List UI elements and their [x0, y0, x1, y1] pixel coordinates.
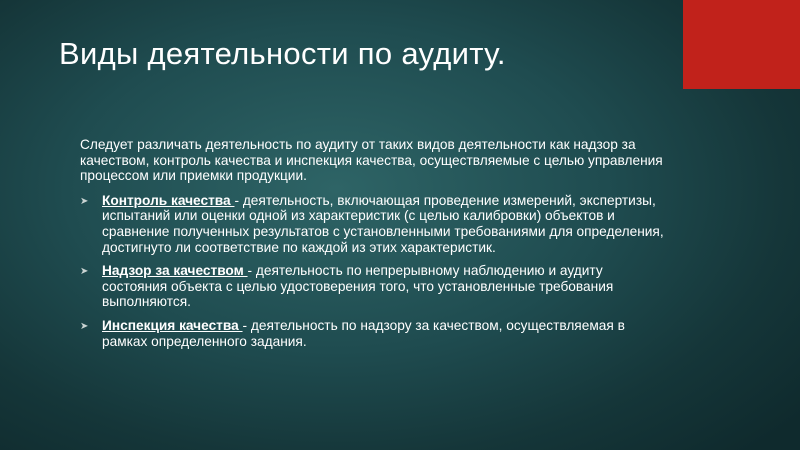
- list-item: [80, 318, 670, 349]
- definition-text: - деятельность по непрерывному наблюдению и аудиту состояния объекта с целью удостоверения того, что установленные требования выполняются.: [102, 263, 614, 310]
- slide-title: Виды деятельности по аудиту.: [59, 36, 506, 71]
- definition-list: [80, 193, 670, 349]
- definition-text: - деятельность, включающая проведение измерений, экспертизы, испытаний или оценки одной из характеристик (с целью калибровки) объектов и сравнение полученных результатов с установленными требованиями для определения, достигнуто ли соответствие по каждой из этих характеристик.: [102, 192, 664, 255]
- list-item: [80, 193, 670, 255]
- definition-text: - деятельность по надзору за качеством, осуществляемая в рамках определенного задания.: [102, 317, 625, 349]
- term-quality-control: Контроль качества: [102, 192, 235, 208]
- accent-bar: [683, 0, 800, 89]
- arrowhead-bullet-icon: ➤: [80, 195, 89, 207]
- arrowhead-bullet-icon: ➤: [80, 266, 89, 278]
- list-item: [80, 263, 670, 310]
- intro-paragraph: Следует различать деятельность по аудиту от таких видов деятельности как надзор за качеством, контроль качества и инспекция качества, осуществляемые с целью управления процессом или приемки продукции.: [80, 137, 663, 184]
- term-quality-inspection: Инспекция качества: [102, 317, 243, 333]
- term-quality-supervision: Надзор за качеством: [102, 263, 248, 279]
- arrowhead-bullet-icon: ➤: [80, 320, 89, 332]
- slide-content: [80, 137, 670, 357]
